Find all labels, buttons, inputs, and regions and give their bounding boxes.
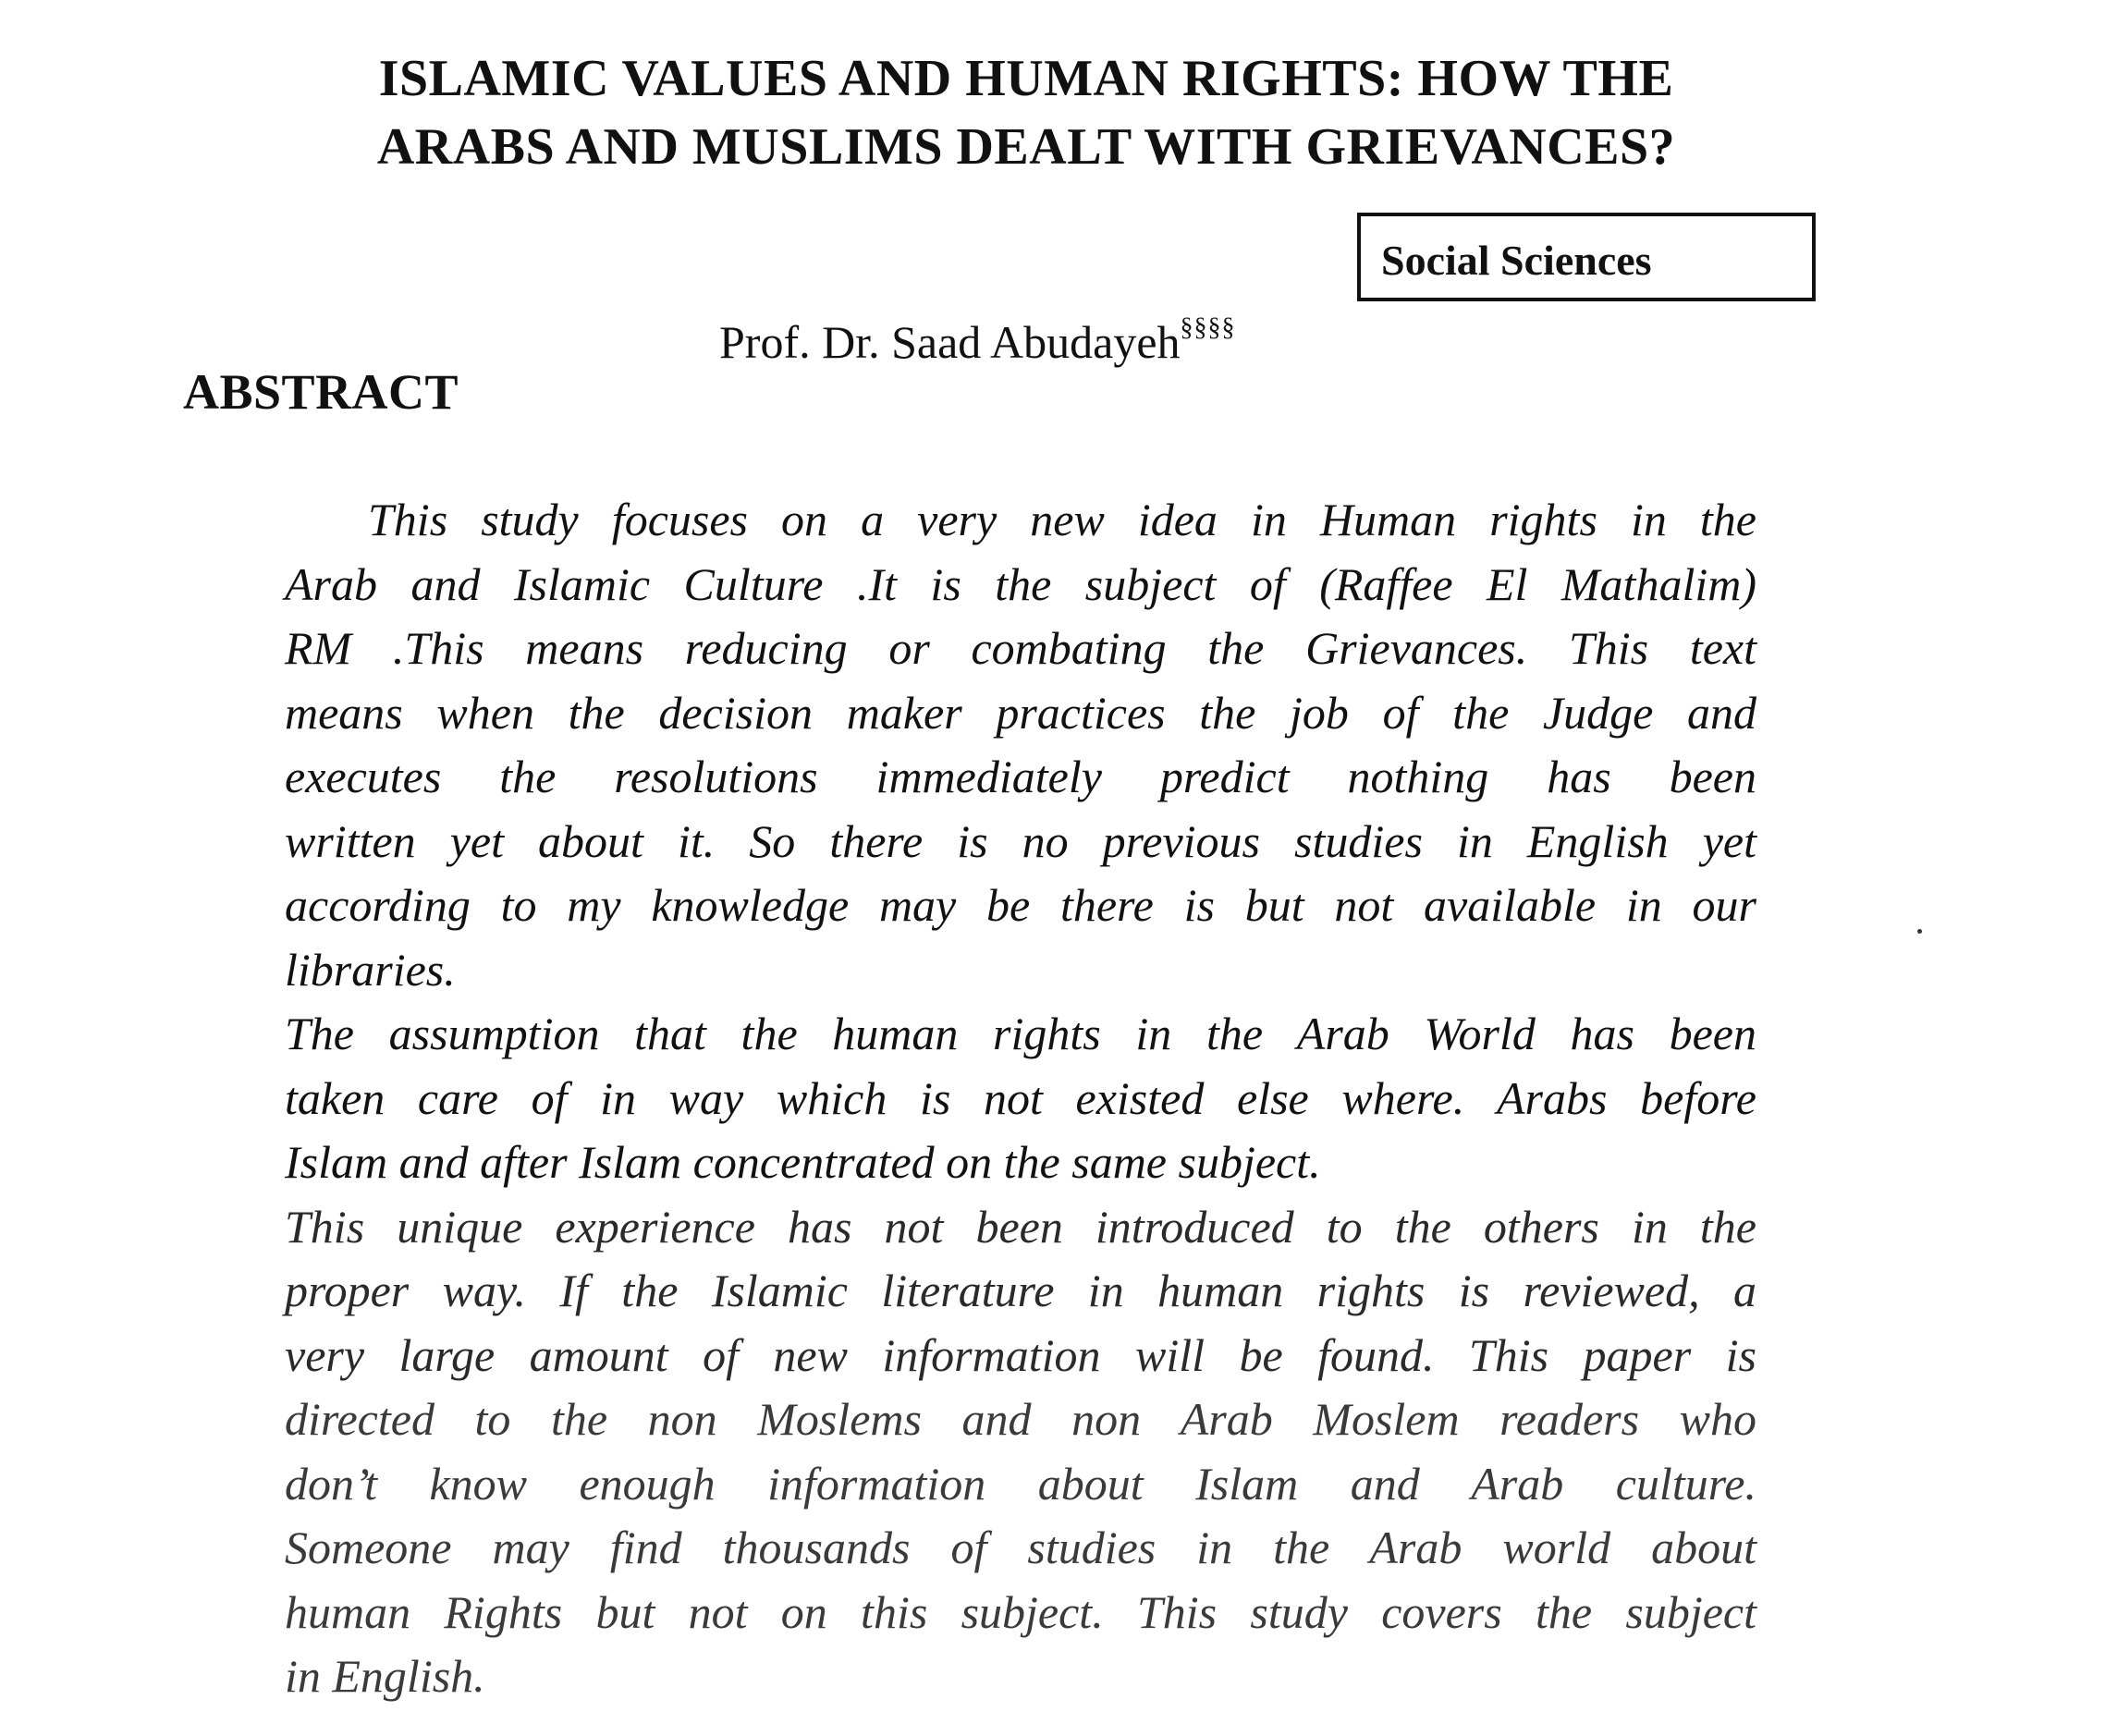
abstract-line: This study focuses on a very new idea in Human rights in the [368,494,1756,545]
abstract-line: taken care of in way which is not existed else where. Arabs before [285,1071,1756,1124]
author-name: Prof. Dr. Saad Abudayeh [719,316,1181,368]
abstract-line: directed to the non Moslems and non Arab Moslem readers who [285,1393,1756,1445]
abstract-line: This unique experience has not been introduced to the others in the [285,1200,1756,1253]
abstract-line: RM .This means reducing or combating the Grievances. This text [285,622,1756,674]
abstract-line: human Rights but not on this subject. This study covers the subject [285,1585,1756,1638]
category-box [1357,213,1816,301]
abstract-line: libraries. [285,943,456,996]
abstract-heading: ABSTRACT [183,364,459,420]
abstract-line: proper way. If the Islamic literature in human rights is reviewed, a [285,1265,1756,1316]
abstract-line: according to my knowledge may be there is but not available in our [285,879,1756,931]
abstract-line: executes the resolutions immediately predict nothing has been [285,751,1756,802]
author-footnote-mark: §§§§ [1180,313,1236,342]
abstract-line: means when the decision maker practices the job of the Judge and [285,686,1756,739]
abstract-line: Someone may find thousands of studies in the Arab world about [285,1522,1756,1573]
paper-title-line-2: ARABS AND MUSLIMS DEALT WITH GRIEVANCES? [376,118,1676,176]
author-line [719,300,1236,370]
abstract-line: don’t know enough information about Islam and Arab culture. [285,1457,1756,1510]
abstract-line: written yet about it. So there is no previous studies in English yet [285,814,1756,867]
paper-title-line-1: ISLAMIC VALUES AND HUMAN RIGHTS: HOW THE [378,50,1674,107]
abstract-body [285,488,1756,1709]
abstract-line: Islam and after Islam concentrated on the same subject. [285,1136,1321,1188]
scan-speck [1917,929,1922,934]
paper-title [305,44,1747,181]
abstract-line: Arab and Islamic Culture .It is the subject of (Raffee El Mathalim) [285,557,1756,610]
abstract-line: in English. [285,1650,485,1702]
category-label: Social Sciences [1381,237,1652,284]
abstract-line: The assumption that the human rights in the Arab World has been [285,1008,1756,1059]
abstract-line: very large amount of new information will be found. This paper is [285,1328,1756,1381]
